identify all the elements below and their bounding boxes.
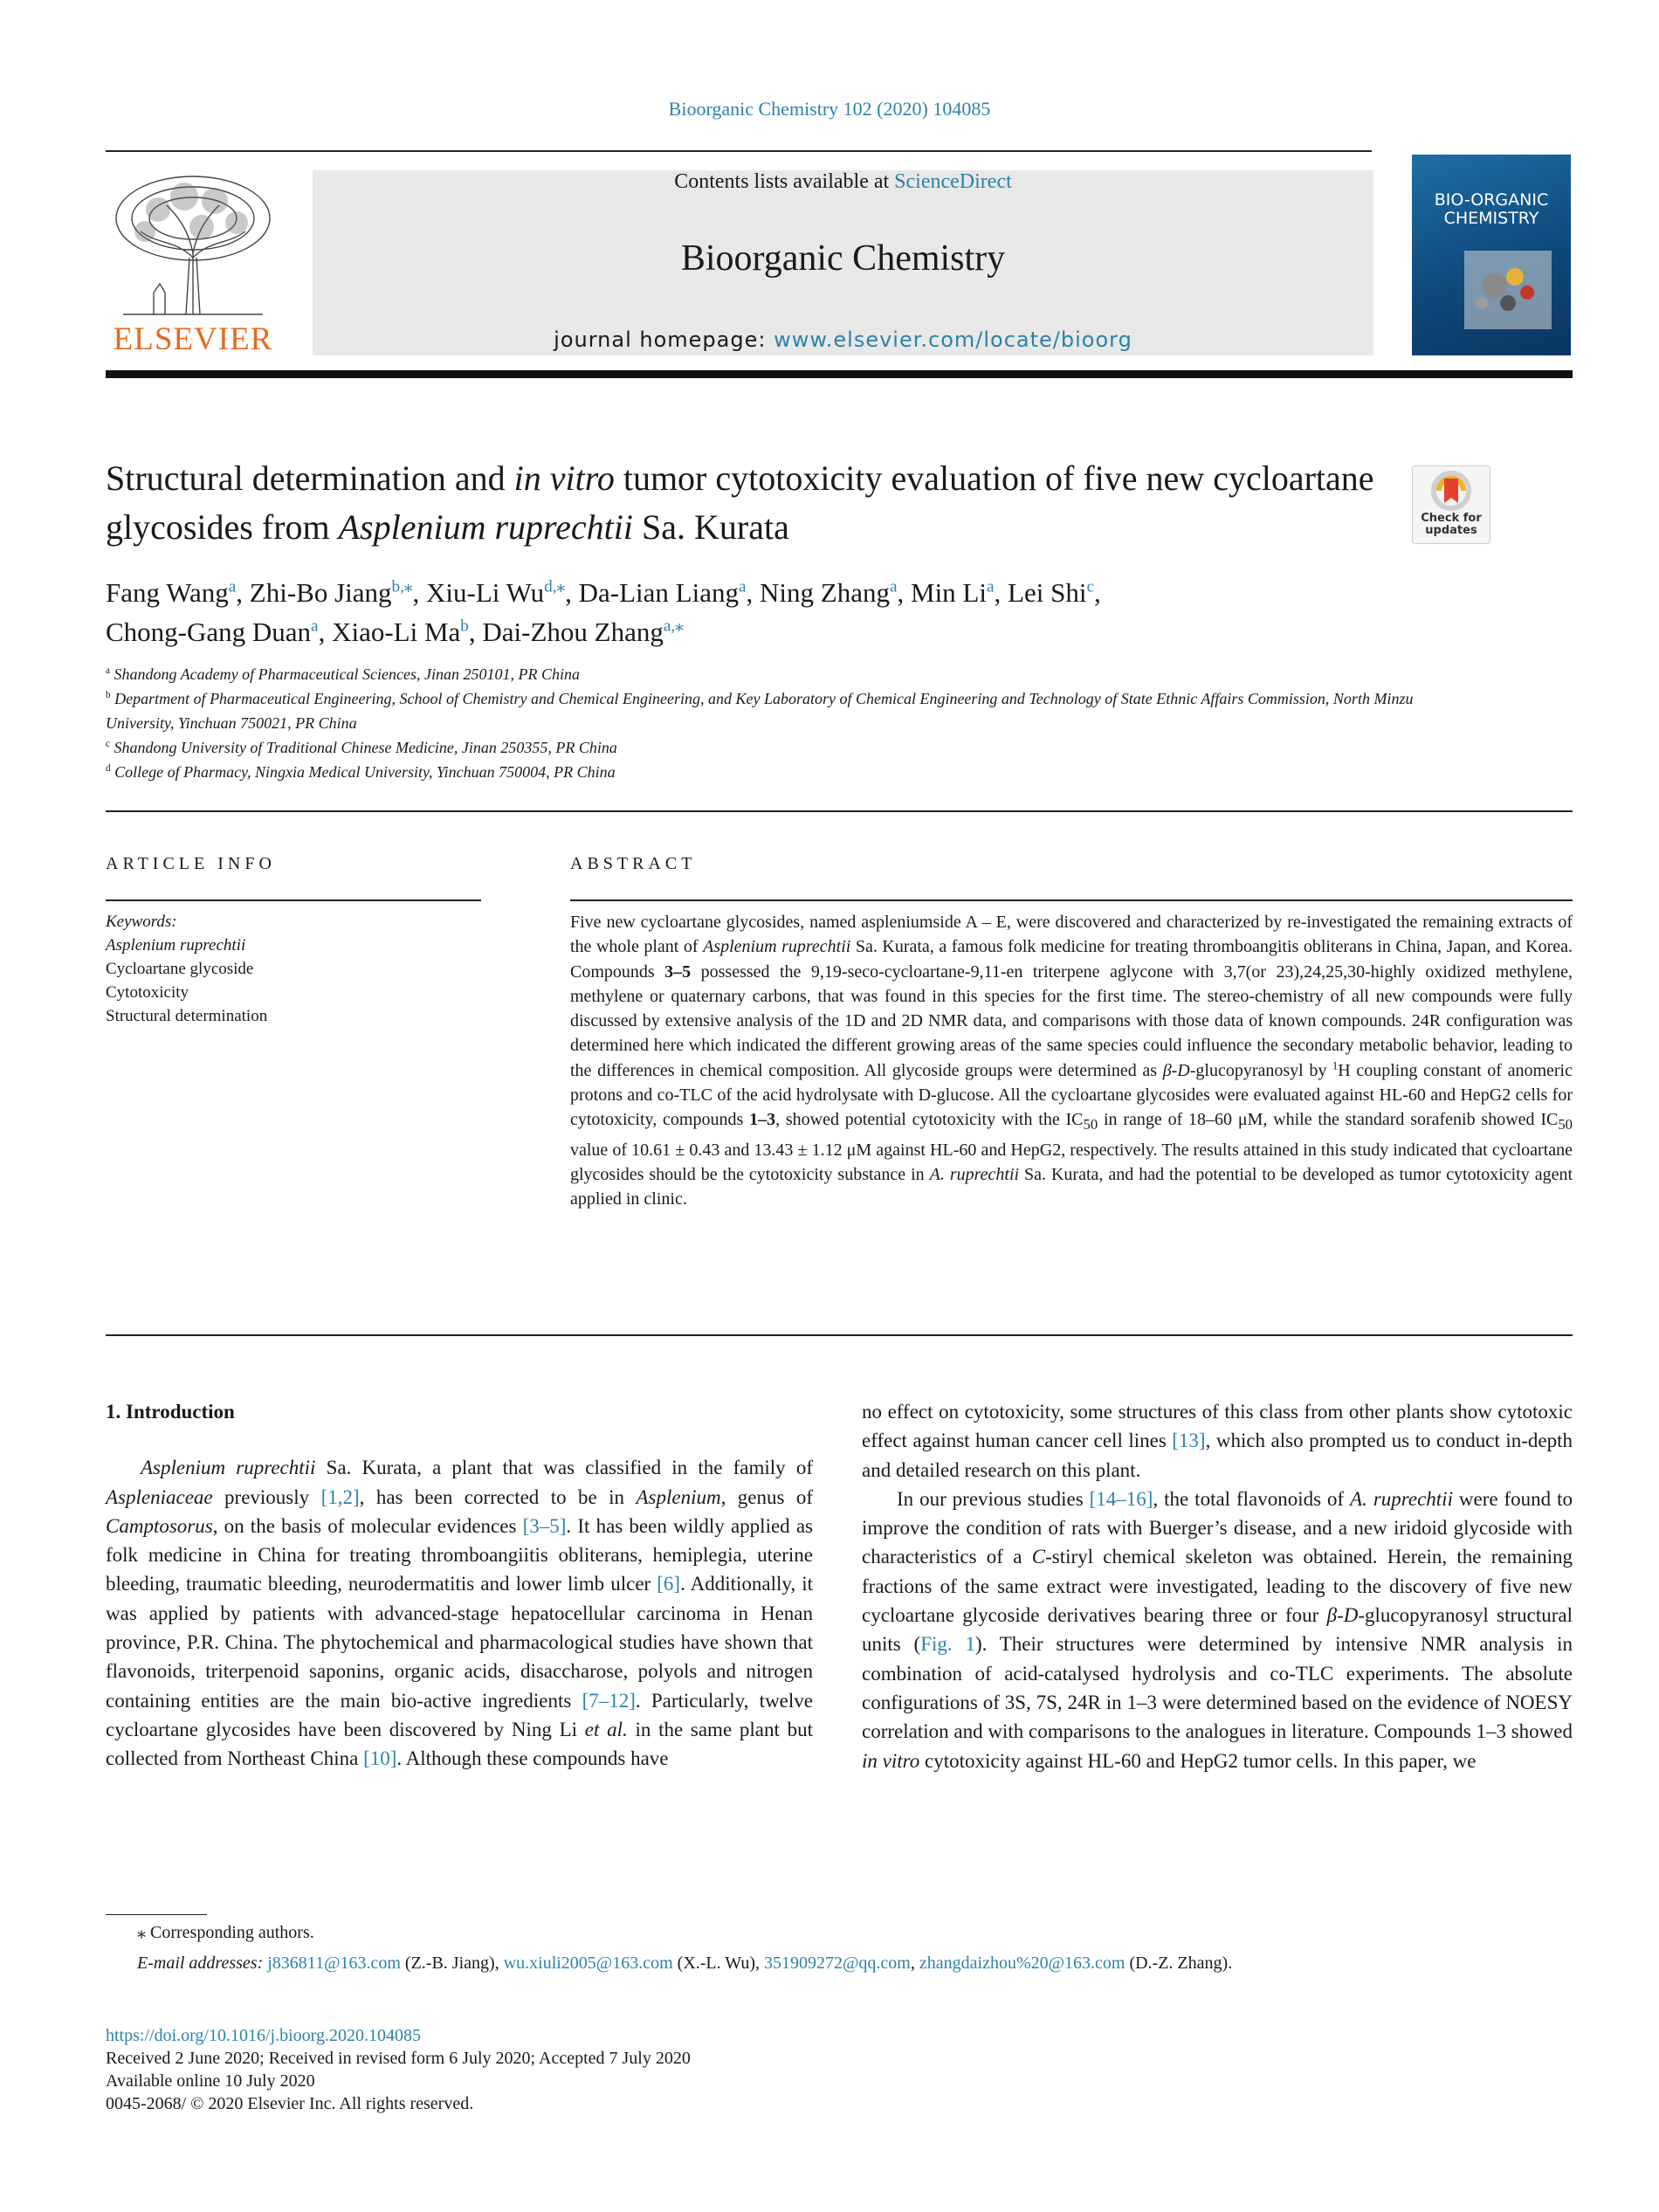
title-part: Sa. Kurata (633, 507, 789, 547)
author-name: Fang Wang (106, 577, 229, 608)
keywords-label: Keywords: (106, 913, 177, 931)
text-run: were found to improve the condition of rats with Buerger’s disease, and a new iridoid glycoside with characteristics of a (862, 1487, 1573, 1568)
abstract-heading: ABSTRACT (570, 854, 697, 873)
header-rule (106, 150, 1372, 152)
affiliation-item (106, 760, 1415, 784)
text-run: cytotoxicity against HL-60 and HepG2 tumor cells. In this paper, we (919, 1749, 1477, 1772)
author-separator: , (746, 577, 761, 608)
cover-title-line2: CHEMISTRY (1443, 209, 1539, 228)
text-run: Asplenium ruprechtii (141, 1457, 316, 1479)
citation-link[interactable]: Fig. 1 (920, 1633, 975, 1656)
text-run: Camptosorus (106, 1514, 213, 1537)
text-run: -glucopyranosyl structural units ( (862, 1604, 1573, 1656)
crossmark-icon (1413, 466, 1490, 519)
article-info-heading: ARTICLE INFO (106, 854, 276, 873)
author-name: Xiao-Li Ma (332, 617, 461, 647)
email-link[interactable]: zhangdaizhou%20@163.com (919, 1954, 1126, 1973)
abstract-sup: 1 (1332, 1059, 1339, 1072)
text-run: . Although these compounds have (396, 1747, 669, 1770)
text-run: β-D (1326, 1604, 1359, 1627)
tree-icon (106, 170, 280, 319)
email-link[interactable]: j836811@163.com (267, 1954, 401, 1973)
email-owner: , (910, 1954, 919, 1973)
text-run: no effect on cytotoxicity, some structures of this class from other plants show cytotoxic effect against human cancer cell lines (862, 1401, 1573, 1452)
abstract-italic: Asplenium ruprechtii (703, 937, 851, 957)
homepage-line (313, 327, 1373, 352)
author-affiliation-mark[interactable]: a (311, 617, 319, 636)
text-run: Aspleniaceae (106, 1485, 213, 1508)
cover-title-line1: BIO-ORGANIC (1434, 190, 1549, 210)
cover-molecule-icon (1412, 155, 1571, 355)
author-separator: , (318, 617, 333, 647)
email-owner: (X.-L. Wu), (672, 1954, 765, 1973)
citation-link[interactable]: [14–16] (1089, 1487, 1153, 1510)
affiliation-item (106, 735, 1415, 760)
contents-line (313, 170, 1373, 194)
journal-title: Bioorganic Chemistry (680, 238, 1006, 279)
corresponding-note: ⁎ Corresponding authors. (137, 1923, 314, 1942)
abstract-compound-ref: 3–5 (664, 961, 692, 982)
publisher-name: ELSEVIER (113, 321, 273, 357)
title-italic: Asplenium ruprechtii (338, 507, 633, 547)
abstract-run: possessed the 9,19-seco-cycloartane-9,11-en triterpene aglycone with 3,7(or 23),24,25,30-highly oxidized methylene, methylene or quaternary carbons, that was found in this species for the first time. The stereo-chemistry of all new compounds were fully discussed by extensive analysis of the 1D and 2D NMR data, and comparisons with those data of known compounds. 24R configuration was determined here which indicated the different growing areas of the same species could influence the secondary metabolic behavior, leading to the differences in chemical composition. All glycoside groups were determined as (570, 961, 1573, 1080)
section-heading: 1. Introduction (106, 1401, 235, 1423)
footnote-rule (106, 1914, 207, 1915)
author-separator: , (412, 577, 427, 608)
text-run: Asplenium (636, 1485, 721, 1508)
article-info-rule (106, 899, 481, 901)
intro-paragraph (106, 1453, 813, 1773)
text-run: In our previous studies (897, 1487, 1090, 1510)
author-affiliation-mark[interactable]: a (986, 577, 995, 596)
email-link[interactable]: wu.xiuli2005@163.com (503, 1954, 673, 1973)
author-separator: , (897, 577, 911, 608)
abstract-sub: 50 (1083, 1116, 1098, 1134)
author-name: Da-Lian Liang (578, 577, 739, 608)
abstract-compound-ref: 1–3 (749, 1110, 776, 1130)
abstract-run: , showed potential cytotoxicity with the IC (775, 1110, 1084, 1130)
text-run: ). Their structures were determined by intensive NMR analysis in combination of acid-catalysed hydrolysis and co-TLC experiments. The absolute configurations of 3S, 7S, 24R in 1–3 were determined based on the evidence of NOESY correlation and with comparisons to the analogues in literature. Compounds 1–3 showed (862, 1633, 1573, 1743)
affiliation-text: Shandong Academy of Pharmaceutical Sciences, Jinan 250101, PR China (109, 665, 581, 683)
crossmark-line2: updates (1425, 524, 1477, 537)
author-affiliation-mark[interactable]: b,⁎ (391, 577, 413, 596)
intro-paragraph (862, 1397, 1573, 1485)
abstract-sub: 50 (1558, 1116, 1573, 1134)
affiliation-mark: c (106, 739, 110, 749)
email-addresses (106, 1948, 1573, 1979)
crossmark-label (1413, 513, 1490, 537)
text-run: in vitro (862, 1749, 920, 1772)
intro-paragraph (862, 1485, 1573, 1775)
body-column-left (106, 1397, 813, 1774)
author-affiliation-mark[interactable]: d,⁎ (544, 577, 566, 596)
citation-link[interactable]: [10] (363, 1747, 397, 1770)
text-run: , the total flavonoids of (1153, 1487, 1351, 1510)
affiliation-text: Shandong University of Traditional Chinese Medicine, Jinan 250355, PR China (109, 739, 617, 756)
title-part: tumor cytotoxicity evaluation of five new cycloartane glycosides from (106, 458, 1374, 547)
author-separator: , (565, 577, 579, 608)
text-run: previously (212, 1485, 321, 1508)
citation-link[interactable]: [3–5] (522, 1514, 567, 1537)
contents-prefix: Contents lists available at (674, 170, 895, 193)
text-run: in the same plant but collected from Northeast China (106, 1718, 813, 1770)
text-run: , has been corrected to be in (359, 1485, 637, 1508)
text-run: -stiryl chemical skeleton was obtained. Herein, the remaining fractions of the same extract were investigated, leading to the discovery of five new cycloartane glycoside derivatives bearing three or four (862, 1546, 1573, 1627)
text-run: . Additionally, it was applied by patients with advanced-stage hepatocellular carcinoma in Henan province, P.R. China. The phytochemical and pharmacological studies have shown that flavonoids, triterpenoid saponins, organic acids, disaccharose, polyols and nitrogen containing entities are the main bio-active ingredients (106, 1573, 813, 1712)
text-run: . It has been wildly applied as folk medicine in China for treating thromboangiitis obliterans, hemiplegia, uterine bleeding, traumatic bleeding, neurodermatitis and lower limb ulcer (106, 1514, 814, 1595)
copyright: 0045-2068/ © 2020 Elsevier Inc. All rights reserved. (106, 2094, 474, 2113)
abstract-run: -glucopyranosyl by (1189, 1060, 1333, 1080)
abstract-end-rule (106, 1334, 1573, 1336)
citation-link[interactable]: [6] (657, 1573, 681, 1595)
doi-link[interactable]: https://doi.org/10.1016/j.bioorg.2020.104085 (106, 2026, 421, 2045)
email-link[interactable]: 351909272@qq.com (764, 1954, 911, 1973)
title-part: Structural determination and (106, 458, 514, 498)
elsevier-logo[interactable] (106, 170, 280, 358)
article-title (106, 454, 1398, 552)
crossmark-line1: Check for (1421, 512, 1482, 525)
citation-link[interactable]: [7–12] (582, 1689, 636, 1712)
author-separator: , (236, 577, 250, 608)
affiliation-text: College of Pharmacy, Ningxia Medical University, Yinchuan 750004, PR China (110, 763, 616, 781)
check-for-updates-button[interactable] (1412, 465, 1490, 544)
author-name: Min Li (911, 577, 987, 608)
journal-banner (313, 170, 1373, 355)
author-affiliation-mark[interactable]: a (738, 577, 747, 596)
abstract-run: Sa. Kurata, and had the potential to be developed as tumor cytotoxicity agent applied in clinic. (570, 1164, 1573, 1209)
online-date: Available online 10 July 2020 (106, 2071, 315, 2091)
affiliation-rule (106, 810, 1573, 812)
homepage-link[interactable]: www.elsevier.com/locate/bioorg (774, 327, 1132, 352)
abstract-italic: A. ruprechtii (929, 1164, 1020, 1184)
affiliation-mark: b (106, 690, 111, 700)
author-name: Chong-Gang Duan (106, 617, 312, 647)
author-name: Lei Shi (1008, 577, 1087, 608)
author-separator: , (468, 617, 483, 647)
text-run: , genus of (720, 1485, 813, 1508)
author-affiliation-mark[interactable]: a (228, 577, 237, 596)
abstract-run: Sa. Kurata, a famous folk medicine for treating thromboangitis obliterans in China, Japan, and Korea. Compounds (570, 937, 1573, 982)
email-label: E-mail addresses: (137, 1954, 268, 1973)
author-separator: , (994, 577, 1008, 608)
affiliation-item (106, 686, 1415, 735)
abstract-rule (570, 899, 1573, 901)
author-list (106, 573, 1398, 651)
text-run: et al. (584, 1718, 628, 1740)
affiliation-item (106, 662, 1415, 686)
author-affiliation-mark[interactable]: c (1086, 577, 1094, 596)
affiliation-mark: a (106, 665, 110, 676)
author-affiliation-mark[interactable]: a,⁎ (663, 617, 684, 636)
keyword-item: Cycloartane glycoside (106, 960, 254, 978)
keywords-block (106, 910, 481, 1028)
keyword-item: Structural determination (106, 1007, 268, 1025)
abstract-run: Five new cycloartane glycosides, named aspleniumside A – E, were discovered and characterized by re-investigated the remaining extracts of the whole plant of (570, 913, 1573, 957)
abstract-run: in range of 18–60 μM, while the standard sorafenib showed IC (1098, 1110, 1559, 1130)
text-run: , which also prompted us to conduct in-depth and detailed research on this plant. (862, 1430, 1573, 1481)
article-meta (106, 2024, 1153, 2115)
keyword-item: Cytotoxicity (106, 983, 189, 1002)
affiliation-mark: d (106, 763, 111, 774)
journal-cover-image[interactable] (1412, 155, 1571, 355)
author-name: Ning Zhang (760, 577, 890, 608)
citation-link[interactable]: [1,2] (320, 1485, 360, 1508)
text-run: Sa. Kurata, a plant that was classified in the family of (315, 1457, 814, 1479)
author-affiliation-mark[interactable]: a (889, 577, 898, 596)
email-owner: (Z.-B. Jiang), (400, 1954, 504, 1973)
homepage-prefix: journal homepage: (554, 327, 774, 352)
affiliation-text: Department of Pharmaceutical Engineering, School of Chemistry and Chemical Engineering, and Key Laboratory of Chemical Engineering and Technology of State Ethnic Affairs Commission, North Minzu University, Yinchuan 750021, PR China (106, 690, 1414, 732)
author-name: Xiu-Li Wu (426, 577, 545, 608)
citation-link[interactable]: [13] (1172, 1430, 1206, 1452)
text-run: , on the basis of molecular evidences (212, 1514, 523, 1537)
text-run: A. ruprechtii (1350, 1487, 1453, 1510)
affiliation-list (106, 662, 1415, 784)
email-owner: (D.-Z. Zhang). (1125, 1954, 1233, 1973)
abstract-run: H coupling constant of anomeric protons and co-TLC of the acid hydrolysate with D-glucose. All the cycloartane glycosides were evaluated against HL-60 and HepG2 cells for cytotoxicity, compounds (570, 1060, 1573, 1130)
footnotes (106, 1918, 1573, 1979)
sciencedirect-link[interactable]: ScienceDirect (894, 170, 1012, 193)
author-name: Zhi-Bo Jiang (249, 577, 392, 608)
text-run: C (1031, 1546, 1046, 1568)
abstract-run: value of 10.61 ± 0.43 and 13.43 ± 1.12 μM against HL-60 and HepG2, respectively. The results attained in this study indicated that cycloartane glycosides should be the cytotoxicity substance in (570, 1140, 1573, 1184)
author-affiliation-mark[interactable]: b (460, 617, 469, 636)
keyword-item: Asplenium ruprechtii (106, 936, 246, 954)
journal-reference-link[interactable]: Bioorganic Chemistry 102 (2020) 104085 (668, 98, 991, 120)
header-thick-rule (106, 370, 1573, 378)
abstract-italic: β-D (1162, 1060, 1190, 1080)
author-separator: , (1093, 577, 1101, 608)
text-run: . Particularly, twelve cycloartane glycosides have been discovered by Ning Li (106, 1689, 813, 1740)
abstract-text (570, 910, 1573, 1212)
author-name: Dai-Zhou Zhang (482, 617, 664, 647)
body-column-right (862, 1397, 1573, 1775)
received-dates: Received 2 June 2020; Received in revised form 6 July 2020; Accepted 7 July 2020 (106, 2049, 691, 2068)
title-italic: in vitro (513, 458, 615, 498)
